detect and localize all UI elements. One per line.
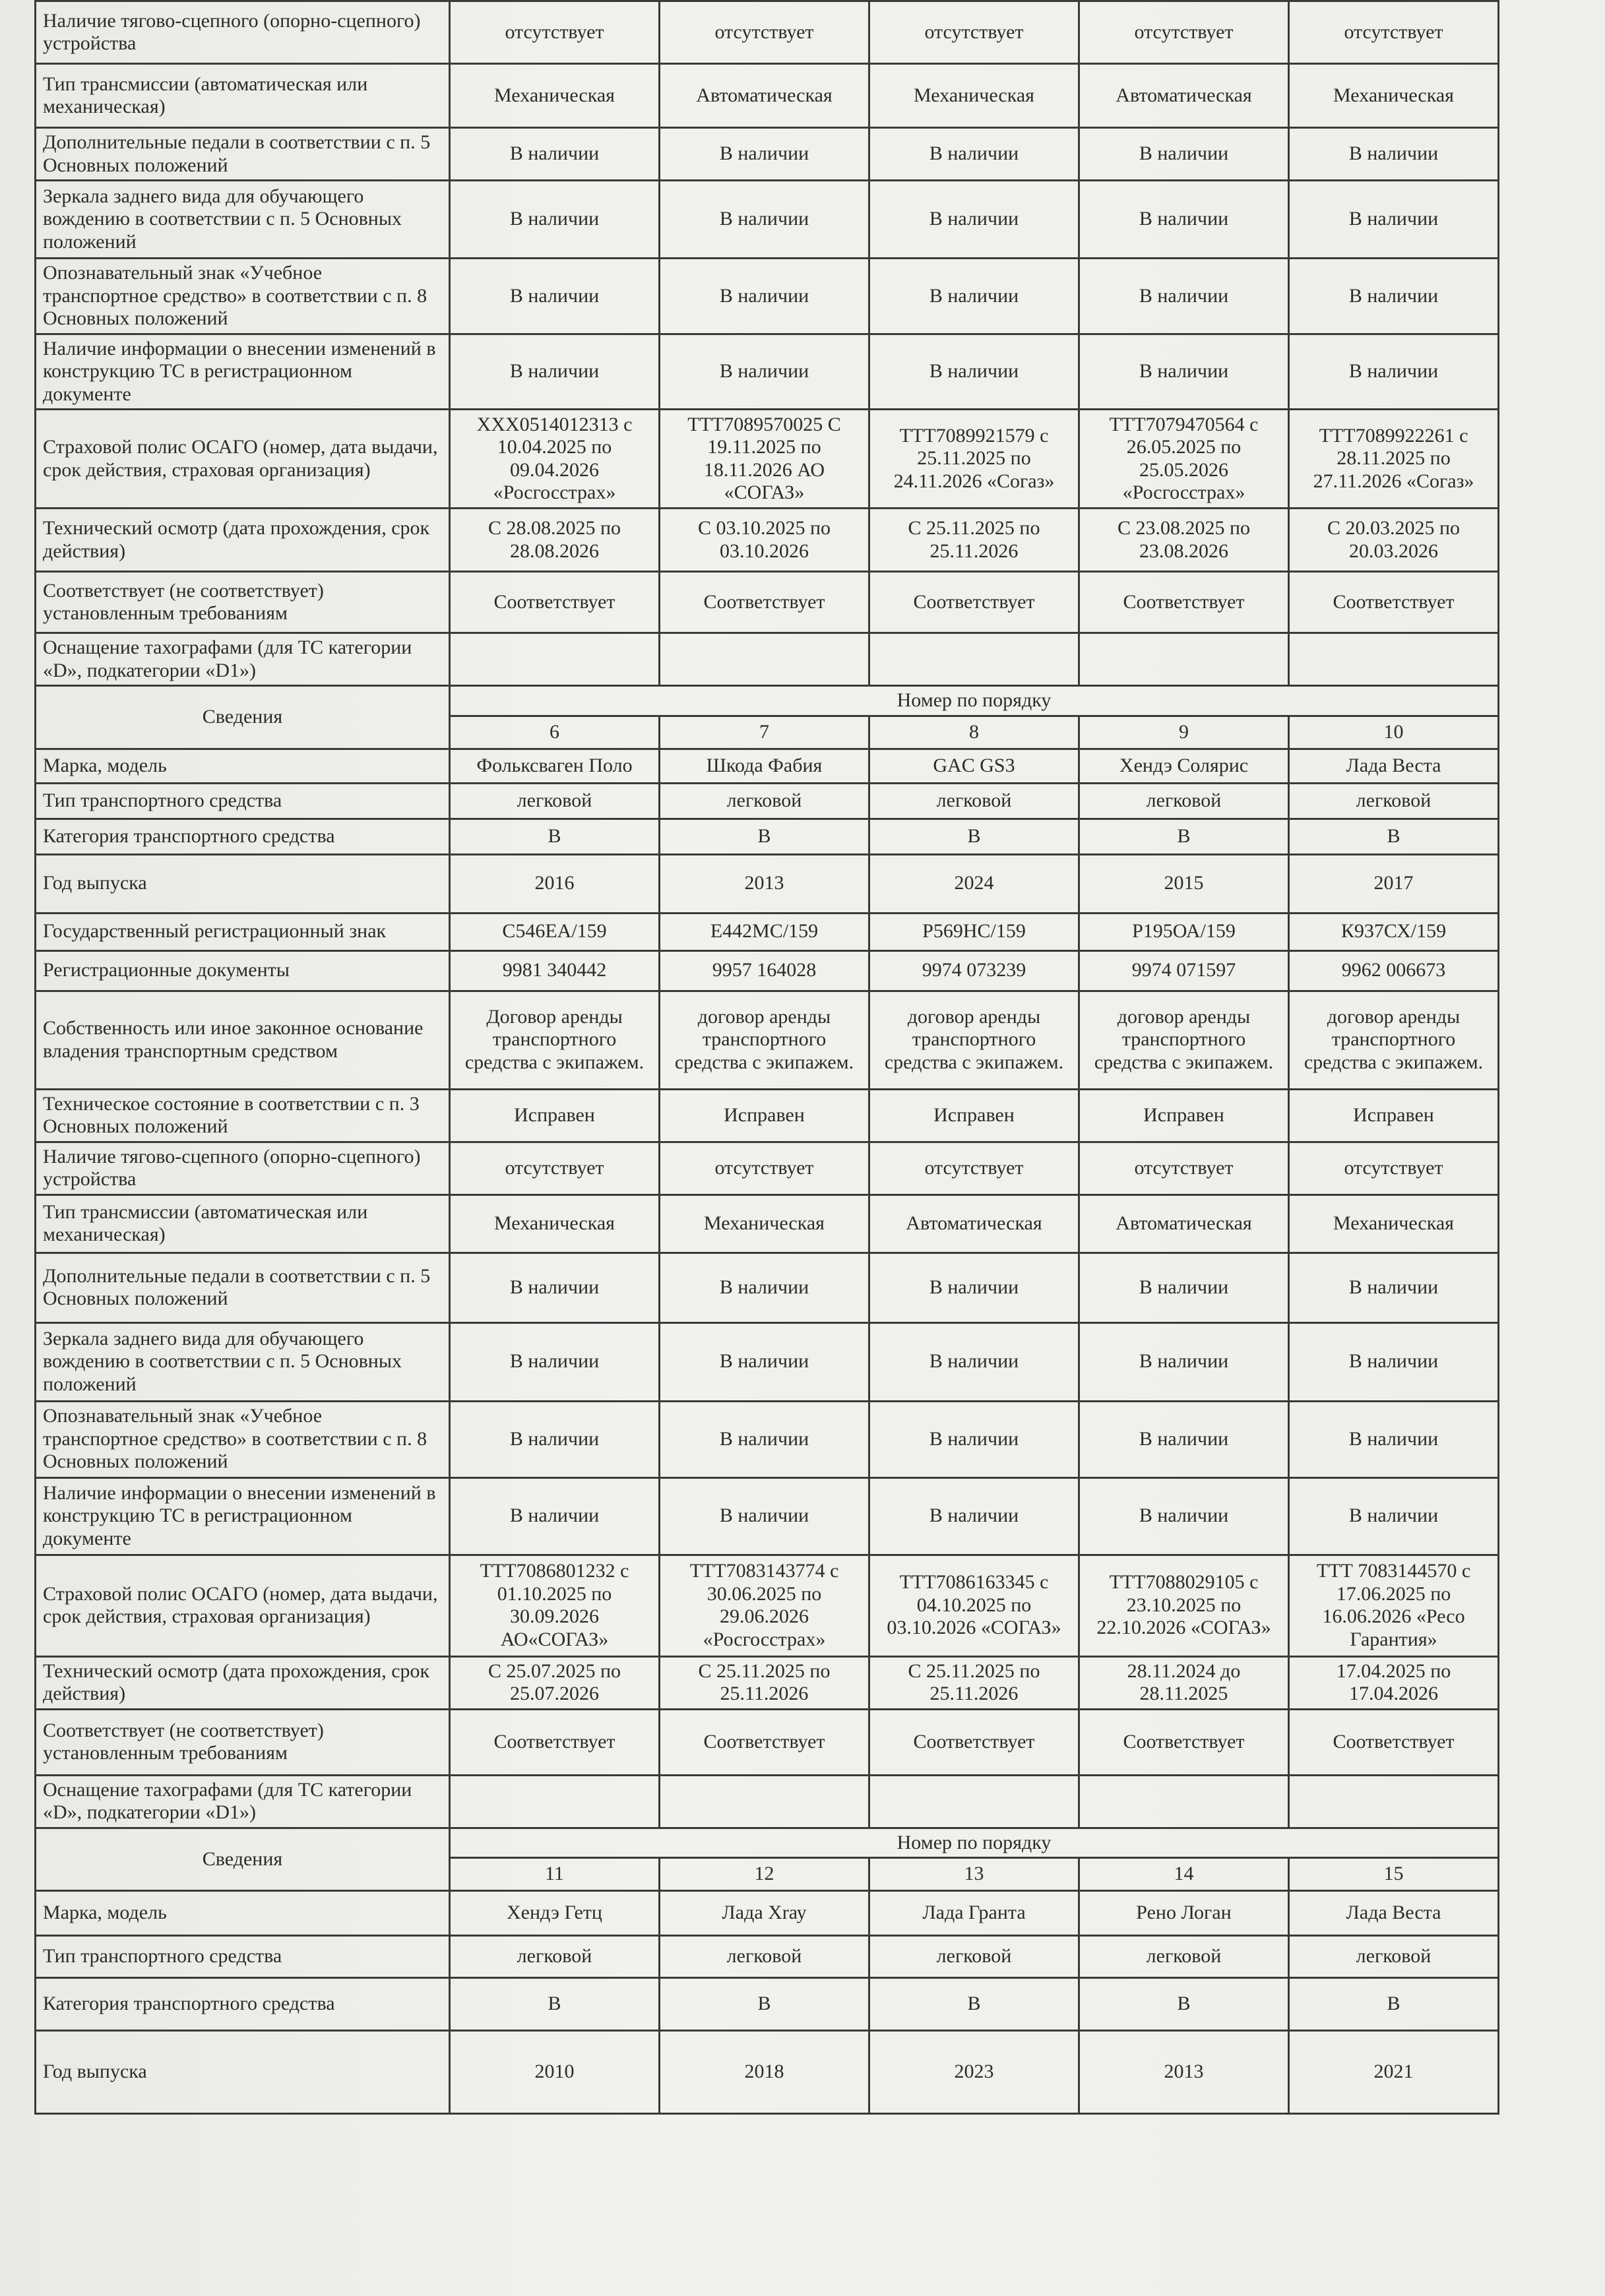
row-value: отсутствует (869, 1142, 1079, 1195)
row-value: 9957 164028 (660, 950, 869, 991)
row-value: Механическая (450, 64, 660, 128)
table-row (36, 991, 1499, 1089)
row-value: легковой (869, 783, 1079, 819)
row-value: 17.04.2025 по 17.04.2026 (1289, 1656, 1499, 1709)
row-label: Опознавательный знак «Учебное транспортное средство» в соответствии с п. 8 Основных положений (36, 1401, 450, 1477)
row-value: В (869, 819, 1079, 854)
table-row (36, 1656, 1499, 1709)
row-value: Соответствует (1289, 572, 1499, 633)
row-value: Механическая (660, 1195, 869, 1253)
row-value: ТТТ7089921579 с 25.11.2025 по 24.11.2026 «Согаз» (869, 410, 1079, 509)
row-value: ТТТ7088029105 с 23.10.2025 по 22.10.2026 «СОГАЗ» (1079, 1555, 1289, 1656)
row-value: Соответствует (660, 572, 869, 633)
table-row (36, 334, 1499, 410)
row-value: 9974 073239 (869, 950, 1079, 991)
column-number: 10 (1289, 716, 1499, 749)
row-value: В наличии (869, 181, 1079, 259)
row-label: Соответствует (не соответствует) установленным требованиям (36, 1709, 450, 1775)
row-value (450, 1775, 660, 1828)
row-label: Наличие тягово-сцепного (опорно-сцепного) устройства (36, 1142, 450, 1195)
row-value: В (450, 819, 660, 854)
row-value: В наличии (1079, 1477, 1289, 1555)
row-value: 9981 340442 (450, 950, 660, 991)
row-label: Марка, модель (36, 749, 450, 783)
row-value: Р195ОА/159 (1079, 913, 1289, 950)
row-value: В (660, 819, 869, 854)
row-value: С 25.11.2025 по 25.11.2026 (869, 1656, 1079, 1709)
row-value: В наличии (660, 1401, 869, 1477)
row-value: В (1079, 819, 1289, 854)
row-value: В наличии (660, 1477, 869, 1555)
row-value: ТТТ7086801232 с 01.10.2025 по 30.09.2026 АО«СОГАЗ» (450, 1555, 660, 1656)
row-value: В (450, 1978, 660, 2031)
row-value: С 25.11.2025 по 25.11.2026 (869, 509, 1079, 572)
row-label: Категория транспортного средства (36, 1978, 450, 2031)
row-value: 2015 (1079, 854, 1289, 913)
row-value: ТТТ7079470564 с 26.05.2025 по 25.05.2026 «Росгосстрах» (1079, 410, 1289, 509)
row-label: Дополнительные педали в соответствии с п. 5 Основных положений (36, 1253, 450, 1322)
row-value: В наличии (1289, 334, 1499, 410)
row-value (869, 1775, 1079, 1828)
row-value: В (660, 1978, 869, 2031)
row-value: Соответствует (869, 1709, 1079, 1775)
row-value: В наличии (869, 1253, 1079, 1322)
row-value: В (1289, 1978, 1499, 2031)
row-value: легковой (1289, 783, 1499, 819)
row-value: Автоматическая (1079, 64, 1289, 128)
row-value: В наличии (1079, 181, 1289, 259)
section-header-label: Сведения (36, 686, 450, 749)
row-value: В наличии (869, 128, 1079, 181)
row-value: GAC GS3 (869, 749, 1079, 783)
column-number: 13 (869, 1858, 1079, 1891)
row-label: Регистрационные документы (36, 950, 450, 991)
row-label: Государственный регистрационный знак (36, 913, 450, 950)
row-value: 9974 071597 (1079, 950, 1289, 991)
table-row (36, 1, 1499, 64)
column-number: 6 (450, 716, 660, 749)
row-label: Год выпуска (36, 854, 450, 913)
row-value: отсутствует (450, 1142, 660, 1195)
table-row (36, 1195, 1499, 1253)
row-value: 2013 (660, 854, 869, 913)
row-value: Соответствует (1289, 1709, 1499, 1775)
row-value: В наличии (869, 334, 1079, 410)
table-row (36, 950, 1499, 991)
row-label: Технический осмотр (дата прохождения, срок действия) (36, 1656, 450, 1709)
row-value: Исправен (450, 1089, 660, 1142)
row-value: В наличии (450, 1253, 660, 1322)
row-value: отсутствует (869, 1, 1079, 64)
row-value: Автоматическая (1079, 1195, 1289, 1253)
row-value: В (1289, 819, 1499, 854)
row-label: Собственность или иное законное основание владения транспортным средством (36, 991, 450, 1089)
row-label: Наличие тягово-сцепного (опорно-сцепного) устройства (36, 1, 450, 64)
row-value: В наличии (450, 1477, 660, 1555)
row-value: Хендэ Солярис (1079, 749, 1289, 783)
row-value: Соответствует (869, 572, 1079, 633)
row-value: 2016 (450, 854, 660, 913)
table-row (36, 749, 1499, 783)
row-value: В наличии (1289, 1477, 1499, 1555)
row-label: Тип транспортного средства (36, 783, 450, 819)
row-value: Механическая (1289, 64, 1499, 128)
row-label: Оснащение тахографами (для ТС категории «D», подкатегории «D1») (36, 1775, 450, 1828)
row-value: В наличии (1289, 1253, 1499, 1322)
row-label: Год выпуска (36, 2031, 450, 2114)
table-row (36, 181, 1499, 259)
row-value (660, 1775, 869, 1828)
table-row (36, 509, 1499, 572)
row-value: Автоматическая (869, 1195, 1079, 1253)
row-value: В наличии (1079, 1401, 1289, 1477)
row-value: 2021 (1289, 2031, 1499, 2114)
row-value: В наличии (1289, 259, 1499, 334)
table-row (36, 1936, 1499, 1978)
row-value: Соответствует (450, 572, 660, 633)
row-value (1079, 633, 1289, 686)
row-value: В наличии (1289, 1401, 1499, 1477)
table-row (36, 783, 1499, 819)
row-value: Исправен (869, 1089, 1079, 1142)
row-value (450, 633, 660, 686)
table-row (36, 1709, 1499, 1775)
row-value: К937СХ/159 (1289, 913, 1499, 950)
row-label: Тип трансмиссии (автоматическая или механическая) (36, 1195, 450, 1253)
table-row (36, 1891, 1499, 1936)
table-row (36, 1477, 1499, 1555)
row-value: Автоматическая (660, 64, 869, 128)
row-value: С 03.10.2025 по 03.10.2026 (660, 509, 869, 572)
row-value: С546ЕА/159 (450, 913, 660, 950)
table-row (36, 572, 1499, 633)
row-value: В наличии (1079, 128, 1289, 181)
row-value: договор аренды транспортного средства с экипажем. (869, 991, 1079, 1089)
row-value (1079, 1775, 1289, 1828)
table-row (36, 854, 1499, 913)
row-value: Исправен (660, 1089, 869, 1142)
row-value: Е442МС/159 (660, 913, 869, 950)
section-header-label: Сведения (36, 1828, 450, 1891)
row-value (1289, 1775, 1499, 1828)
row-value: отсутствует (1079, 1142, 1289, 1195)
row-label: Зеркала заднего вида для обучающего вождению в соответствии с п. 5 Основных положений (36, 1322, 450, 1401)
row-value: легковой (450, 1936, 660, 1978)
row-value: 2024 (869, 854, 1079, 913)
column-number: 7 (660, 716, 869, 749)
row-value: Механическая (869, 64, 1079, 128)
row-value: отсутствует (1289, 1, 1499, 64)
row-value: легковой (1289, 1936, 1499, 1978)
row-value: В наличии (660, 259, 869, 334)
row-value: Соответствует (1079, 572, 1289, 633)
row-value: С 25.07.2025 по 25.07.2026 (450, 1656, 660, 1709)
row-value (1289, 633, 1499, 686)
row-label: Тип транспортного средства (36, 1936, 450, 1978)
row-label: Тип трансмиссии (автоматическая или механическая) (36, 64, 450, 128)
table-row (36, 1401, 1499, 1477)
row-value: Договор аренды транспортного средства с экипажем. (450, 991, 660, 1089)
row-value: Шкода Фабия (660, 749, 869, 783)
column-number: 9 (1079, 716, 1289, 749)
table-row (36, 410, 1499, 509)
table-row (36, 64, 1499, 128)
row-value: В наличии (1289, 128, 1499, 181)
row-value: С 25.11.2025 по 25.11.2026 (660, 1656, 869, 1709)
section-header-row (36, 686, 1499, 716)
row-label: Категория транспортного средства (36, 819, 450, 854)
row-value: В наличии (1079, 259, 1289, 334)
section-header-title: Номер по порядку (450, 686, 1499, 716)
row-value: В наличии (450, 181, 660, 259)
row-value (869, 633, 1079, 686)
row-value: отсутствует (660, 1, 869, 64)
row-value: В наличии (660, 128, 869, 181)
table-row (36, 1253, 1499, 1322)
table-row (36, 1978, 1499, 2031)
column-number: 8 (869, 716, 1079, 749)
table-row (36, 2031, 1499, 2114)
column-number: 11 (450, 1858, 660, 1891)
row-value: Лада Веста (1289, 1891, 1499, 1936)
table-row (36, 1142, 1499, 1195)
row-label: Страховой полис ОСАГО (номер, дата выдачи, срок действия, страховая организация) (36, 410, 450, 509)
row-label: Оснащение тахографами (для ТС категории «D», подкатегории «D1») (36, 633, 450, 686)
row-value: 2018 (660, 2031, 869, 2114)
row-label: Наличие информации о внесении изменений в конструкцию ТС в регистрационном документе (36, 334, 450, 410)
vehicle-table-wrap (34, 0, 1497, 2115)
row-value: Фольксваген Поло (450, 749, 660, 783)
row-label: Зеркала заднего вида для обучающего вождению в соответствии с п. 5 Основных положений (36, 181, 450, 259)
row-value: Механическая (1289, 1195, 1499, 1253)
row-value: ТТТ7086163345 с 04.10.2025 по 03.10.2026 «СОГАЗ» (869, 1555, 1079, 1656)
row-value: отсутствует (1079, 1, 1289, 64)
row-value: Р569НС/159 (869, 913, 1079, 950)
row-value: легковой (660, 783, 869, 819)
row-value: легковой (660, 1936, 869, 1978)
row-value: С 23.08.2025 по 23.08.2026 (1079, 509, 1289, 572)
vehicle-table (34, 0, 1499, 2115)
table-row (36, 1555, 1499, 1656)
row-value: 2010 (450, 2031, 660, 2114)
row-label: Дополнительные педали в соответствии с п. 5 Основных положений (36, 128, 450, 181)
row-value: В (869, 1978, 1079, 2031)
row-value: В наличии (1289, 1322, 1499, 1401)
row-value: С 20.03.2025 по 20.03.2026 (1289, 509, 1499, 572)
row-value: В наличии (660, 181, 869, 259)
row-label: Марка, модель (36, 1891, 450, 1936)
row-value: 2013 (1079, 2031, 1289, 2114)
row-label: Соответствует (не соответствует) установленным требованиям (36, 572, 450, 633)
row-value: В (1079, 1978, 1289, 2031)
row-value: Исправен (1079, 1089, 1289, 1142)
section-header-title: Номер по порядку (450, 1828, 1499, 1858)
table-row (36, 913, 1499, 950)
row-value: 2017 (1289, 854, 1499, 913)
row-value: Соответствует (660, 1709, 869, 1775)
row-value: отсутствует (1289, 1142, 1499, 1195)
row-value: 28.11.2024 до 28.11.2025 (1079, 1656, 1289, 1709)
row-value: Рено Логан (1079, 1891, 1289, 1936)
table-row (36, 1322, 1499, 1401)
table-row (36, 1089, 1499, 1142)
row-value: В наличии (869, 1477, 1079, 1555)
row-value: легковой (869, 1936, 1079, 1978)
row-value: В наличии (660, 1253, 869, 1322)
row-value: договор аренды транспортного средства с экипажем. (1289, 991, 1499, 1089)
row-value: отсутствует (450, 1, 660, 64)
row-value: В наличии (450, 128, 660, 181)
row-label: Технический осмотр (дата прохождения, срок действия) (36, 509, 450, 572)
row-value: ТТТ7089570025 С 19.11.2025 по 18.11.2026 АО «СОГАЗ» (660, 410, 869, 509)
column-number: 14 (1079, 1858, 1289, 1891)
row-value: В наличии (1079, 1322, 1289, 1401)
row-label: Страховой полис ОСАГО (номер, дата выдачи, срок действия, страховая организация) (36, 1555, 450, 1656)
row-value: легковой (1079, 1936, 1289, 1978)
row-value: отсутствует (660, 1142, 869, 1195)
row-value: Лада Веста (1289, 749, 1499, 783)
table-row (36, 1775, 1499, 1828)
row-value: В наличии (450, 334, 660, 410)
table-row (36, 128, 1499, 181)
column-number: 12 (660, 1858, 869, 1891)
row-value: Исправен (1289, 1089, 1499, 1142)
row-value: Лада Гранта (869, 1891, 1079, 1936)
row-value: Соответствует (1079, 1709, 1289, 1775)
vehicle-table-body (36, 1, 1499, 2114)
table-row (36, 633, 1499, 686)
row-value: Хендэ Гетц (450, 1891, 660, 1936)
row-value: ХХХ0514012313 с 10.04.2025 по 09.04.2026 «Росгосстрах» (450, 410, 660, 509)
row-value: Лада Хrау (660, 1891, 869, 1936)
row-value: В наличии (869, 259, 1079, 334)
row-value: легковой (450, 783, 660, 819)
row-value: В наличии (869, 1401, 1079, 1477)
row-value: В наличии (660, 1322, 869, 1401)
row-label: Наличие информации о внесении изменений в конструкцию ТС в регистрационном документе (36, 1477, 450, 1555)
row-label: Опознавательный знак «Учебное транспортное средство» в соответствии с п. 8 Основных положений (36, 259, 450, 334)
table-row (36, 259, 1499, 334)
row-value: В наличии (450, 1322, 660, 1401)
row-value: С 28.08.2025 по 28.08.2026 (450, 509, 660, 572)
row-value: В наличии (1079, 1253, 1289, 1322)
row-value: 2023 (869, 2031, 1079, 2114)
row-value: В наличии (869, 1322, 1079, 1401)
row-value: ТТТ7089922261 с 28.11.2025 по 27.11.2026 «Согаз» (1289, 410, 1499, 509)
column-number: 15 (1289, 1858, 1499, 1891)
row-value: Механическая (450, 1195, 660, 1253)
row-label: Техническое состояние в соответствии с п. 3 Основных положений (36, 1089, 450, 1142)
row-value: ТТТ7083143774 с 30.06.2025 по 29.06.2026 «Росгосстрах» (660, 1555, 869, 1656)
row-value: В наличии (450, 1401, 660, 1477)
row-value: В наличии (1289, 181, 1499, 259)
row-value: В наличии (1079, 334, 1289, 410)
section-header-row (36, 1828, 1499, 1858)
row-value: легковой (1079, 783, 1289, 819)
row-value: ТТТ 7083144570 с 17.06.2025 по 16.06.2026 «Ресо Гарантия» (1289, 1555, 1499, 1656)
row-value: В наличии (660, 334, 869, 410)
row-value: 9962 006673 (1289, 950, 1499, 991)
row-value: В наличии (450, 259, 660, 334)
row-value (660, 633, 869, 686)
table-row (36, 819, 1499, 854)
row-value: договор аренды транспортного средства с экипажем. (660, 991, 869, 1089)
row-value: Соответствует (450, 1709, 660, 1775)
row-value: договор аренды транспортного средства с экипажем. (1079, 991, 1289, 1089)
